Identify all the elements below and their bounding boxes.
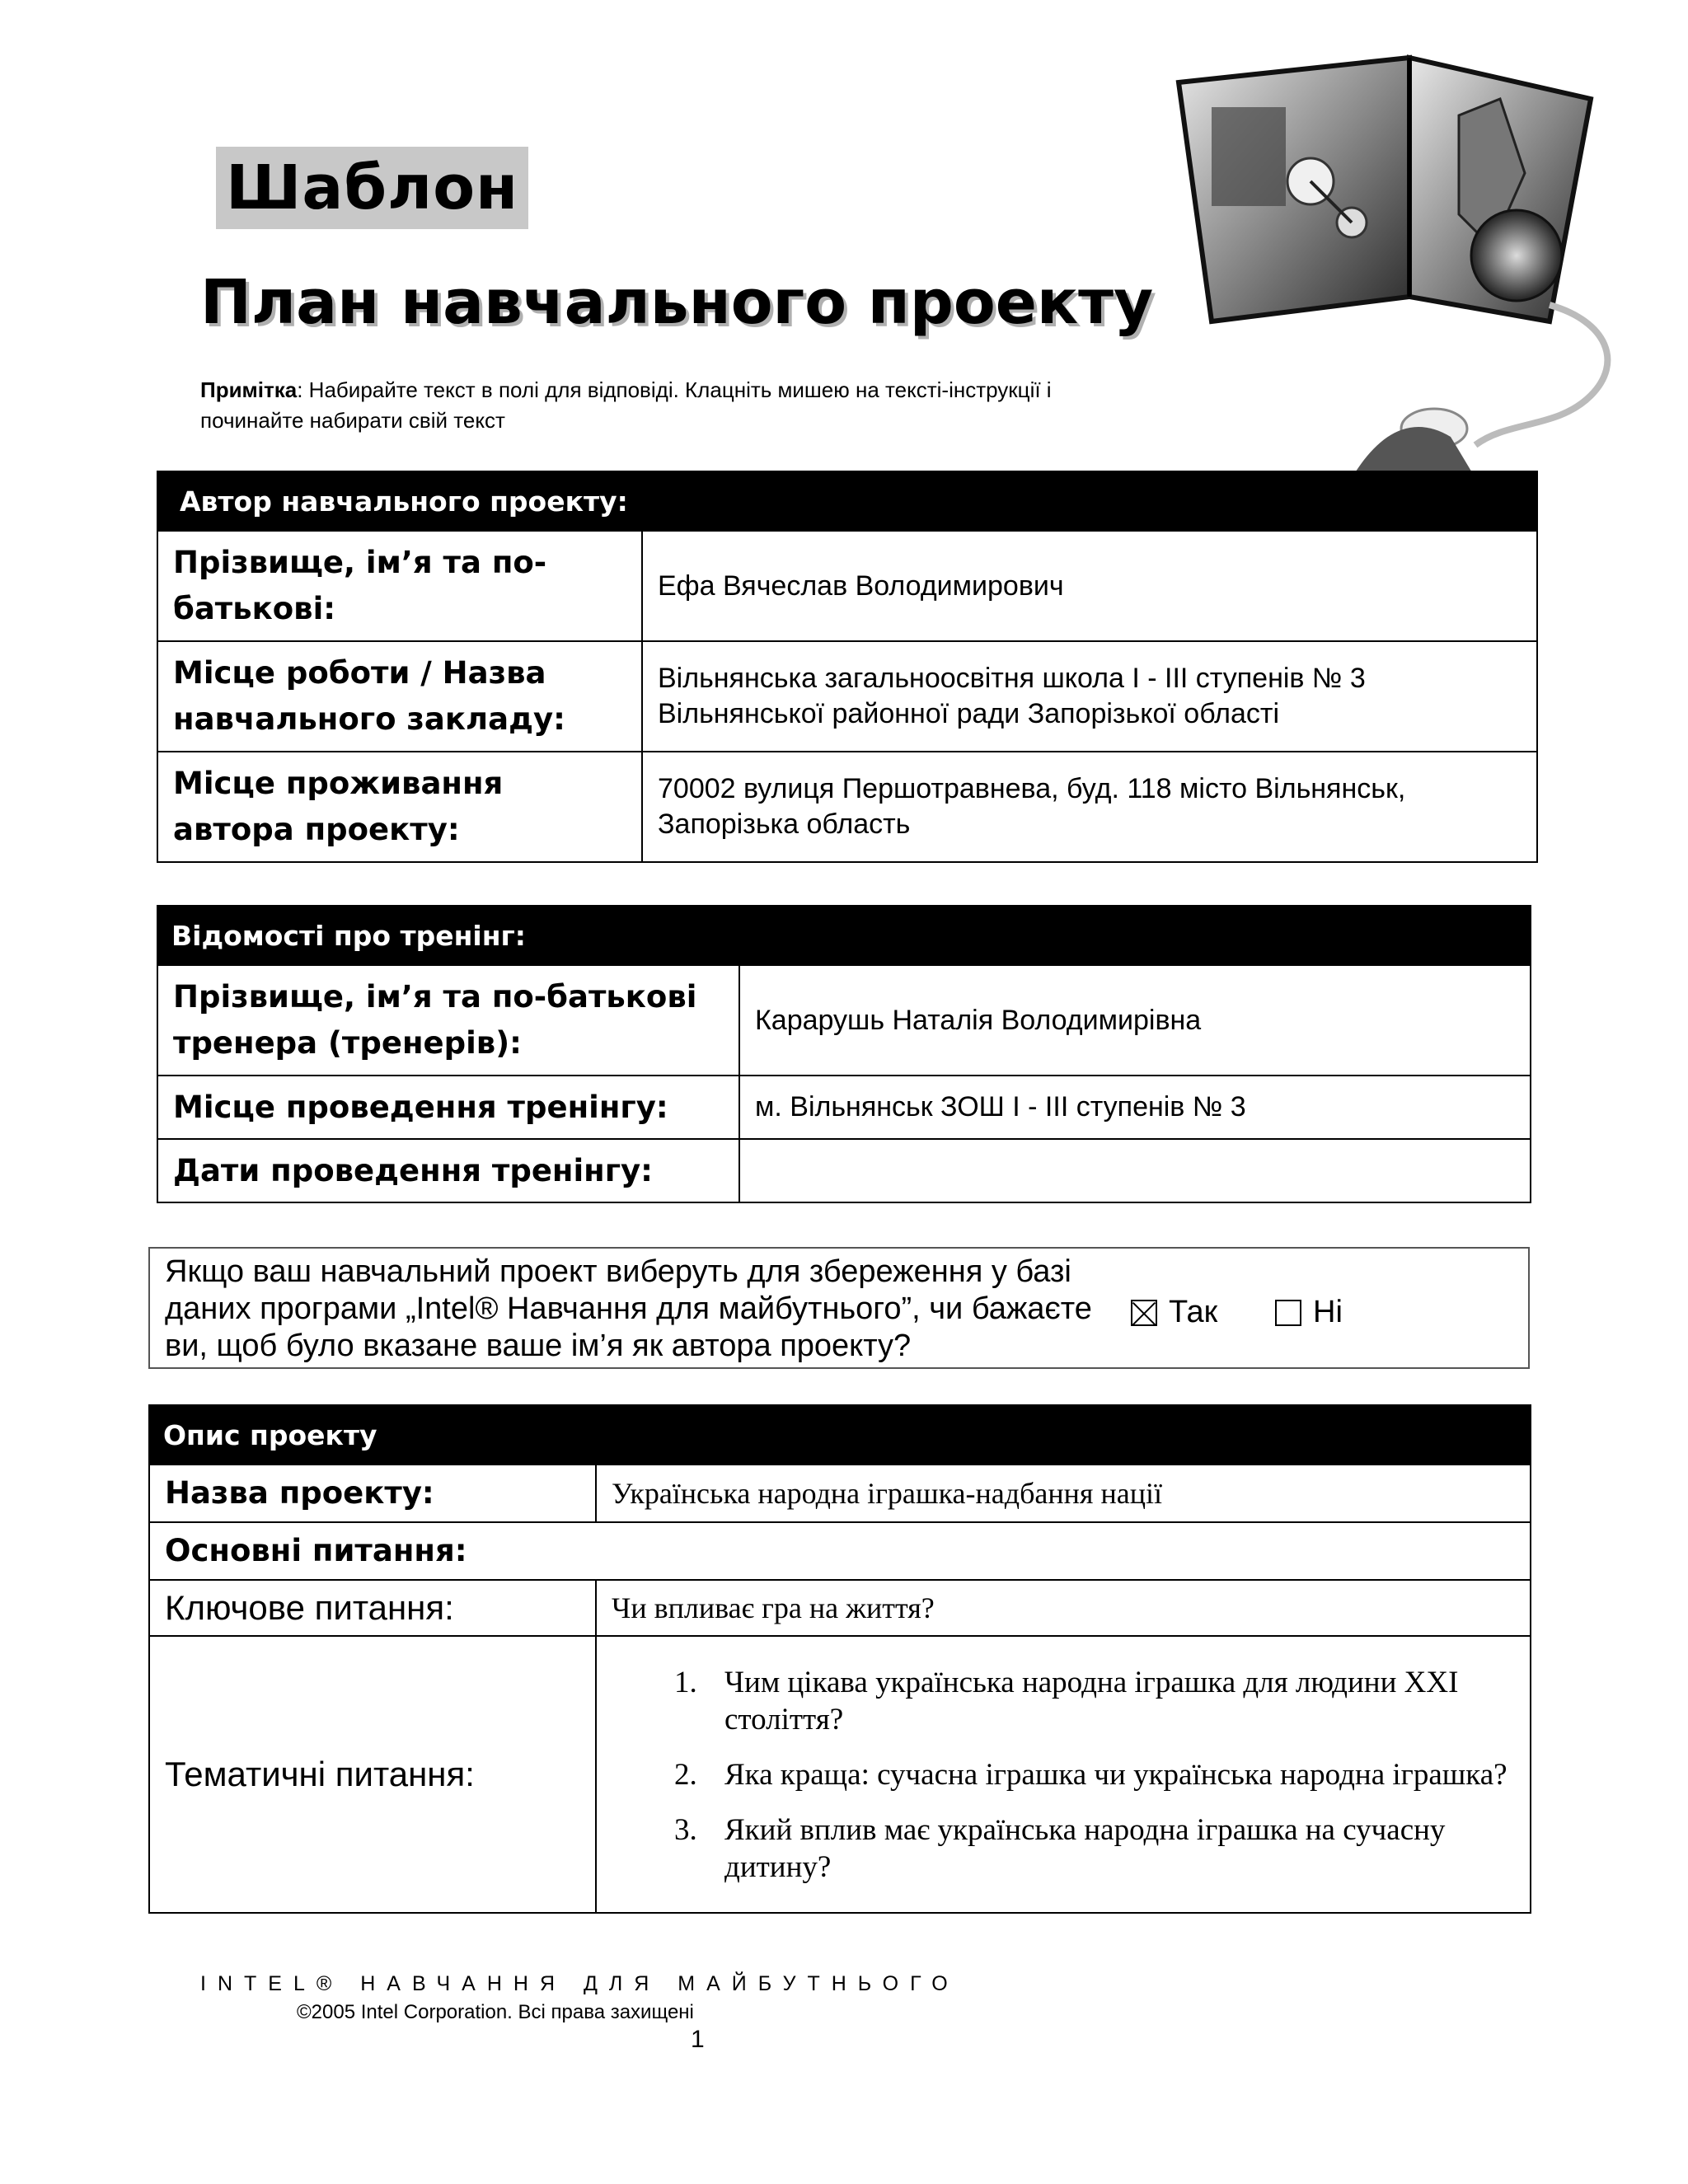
- author-name-label: Прізвище, ім’я та по-батькові:: [157, 531, 642, 641]
- document-label: Шаблон: [216, 147, 528, 229]
- training-place-label: Місце проведення тренінгу:: [157, 1076, 739, 1139]
- thematic-questions-list: [598, 1657, 1529, 1892]
- thematic-questions-label: Тематичні питання:: [149, 1636, 596, 1913]
- option-yes-label: Так: [1169, 1295, 1218, 1329]
- option-no-label: Ні: [1313, 1295, 1343, 1329]
- training-dates-label: Дати проведення тренінгу:: [157, 1139, 739, 1202]
- checkbox-no[interactable]: [1275, 1300, 1301, 1326]
- note-text: : Набирайте текст в полі для відповіді. Клацніть мишею на тексті-інструкції і починайте набирати свій текст: [200, 377, 1052, 433]
- training-table: [157, 905, 1531, 1203]
- author-workplace-label: Місце роботи / Назва навчального закладу:: [157, 641, 642, 752]
- footer-brand: INTEL® НАВЧАННЯ ДЛЯ МАЙБУТНЬОГО: [200, 1972, 959, 1995]
- checkbox-yes[interactable]: [1131, 1300, 1157, 1326]
- training-place-value[interactable]: м. Вільнянськ ЗОШ І - ІІІ ступенів № 3: [739, 1076, 1531, 1139]
- training-table-heading: Відомості про тренінг:: [157, 906, 1531, 965]
- thematic-questions-cell[interactable]: [596, 1636, 1531, 1913]
- author-table: [157, 471, 1538, 863]
- option-no[interactable]: [1275, 1295, 1343, 1330]
- note-label: Примітка: [200, 377, 298, 402]
- option-yes[interactable]: [1131, 1295, 1217, 1330]
- project-table-heading: Опис проекту: [149, 1405, 1531, 1465]
- footer-copyright: ©2005 Intel Corporation. Всі права захищені: [297, 2001, 694, 2023]
- book-illustration: [1162, 49, 1624, 478]
- trainer-name-label: Прізвище, ім’я та по-батькові тренера (тренерів):: [157, 965, 739, 1076]
- author-residence-value[interactable]: 70002 вулиця Першотравнева, буд. 118 місто Вільнянськ, Запорізька область: [642, 752, 1537, 862]
- main-questions-label: Основні питання:: [149, 1522, 1531, 1580]
- page-number: 1: [691, 2026, 705, 2053]
- project-table: [148, 1404, 1531, 1914]
- project-name-label: Назва проекту:: [149, 1465, 596, 1522]
- key-question-value[interactable]: Чи впливає гра на життя?: [596, 1580, 1531, 1636]
- key-question-label: Ключове питання:: [149, 1580, 596, 1636]
- thematic-question-item: 3. Який вплив має українська народна іграшка на сучасну дитину?: [705, 1811, 1529, 1886]
- author-table-heading: Автор навчального проекту:: [157, 471, 1537, 531]
- preference-question: Якщо ваш навчальний проект виберуть для збереження у базі даних програми „Intel® Навчання для майбутнього”, чи бажаєте ви, щоб було вказане ваше ім’я як автора проекту?: [165, 1254, 1092, 1363]
- author-residence-label: Місце проживання автора проекту:: [157, 752, 642, 862]
- trainer-name-value[interactable]: Карарушь Наталія Володимирівна: [739, 965, 1531, 1076]
- author-name-preference: [148, 1247, 1530, 1369]
- thematic-question-item: 2. Яка краща: сучасна іграшка чи українська народна іграшка?: [705, 1756, 1529, 1793]
- page-title: План навчального проекту: [200, 267, 1154, 338]
- instruction-note: [200, 375, 1107, 436]
- author-workplace-value[interactable]: Вільнянська загальноосвітня школа І - ІІІ ступенів № 3 Вільнянської районної ради Запорізької області: [642, 641, 1537, 752]
- thematic-question-item: 1. Чим цікава українська народна іграшка для людини XXI століття?: [705, 1664, 1529, 1738]
- project-name-value[interactable]: Українська народна іграшка-надбання нації: [596, 1465, 1531, 1522]
- training-dates-value[interactable]: [739, 1139, 1531, 1202]
- author-name-value[interactable]: Ефа Вячеслав Володимирович: [642, 531, 1537, 641]
